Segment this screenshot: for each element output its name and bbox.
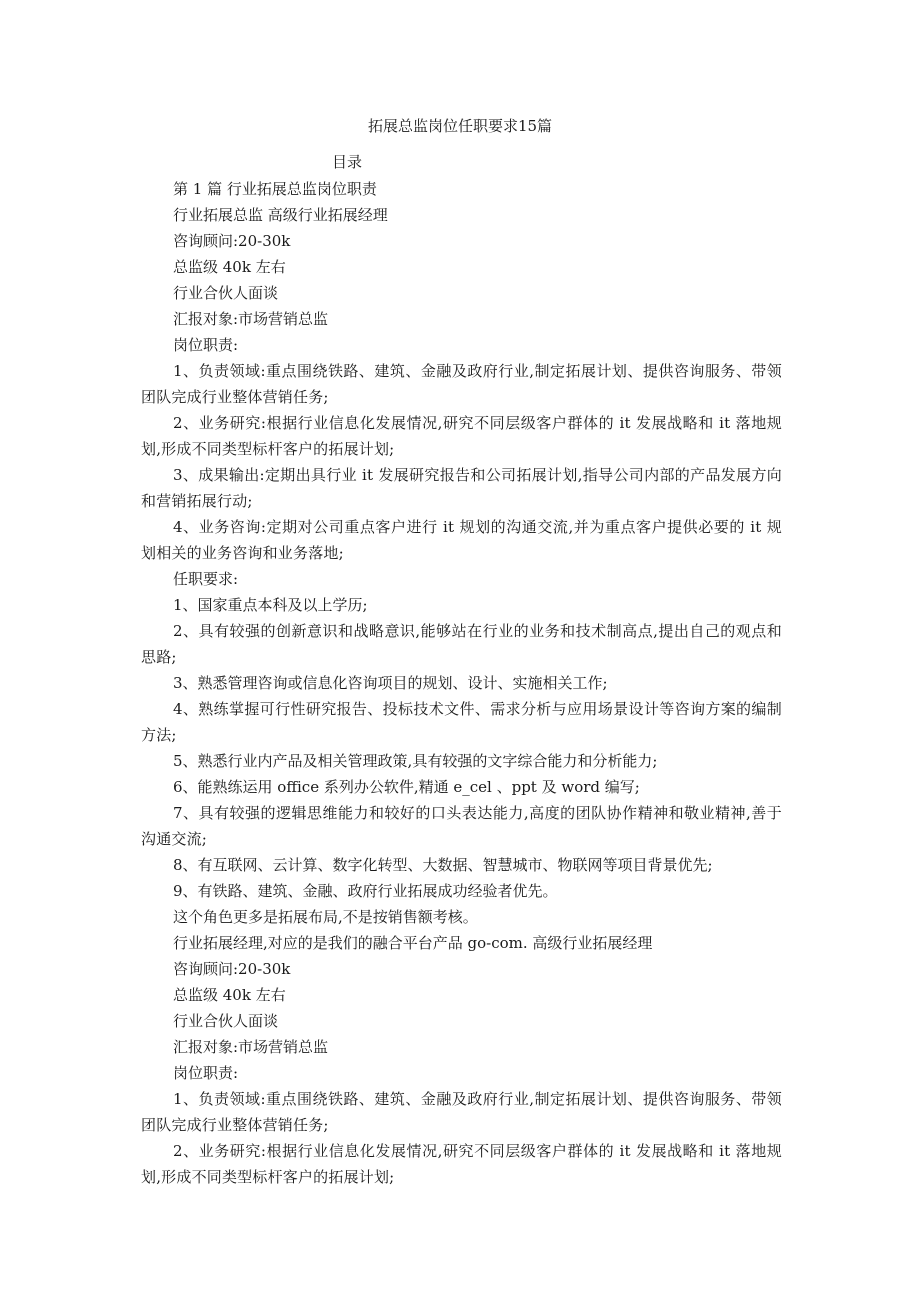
- body-paragraph: 2、业务研究:根据行业信息化发展情况,研究不同层级客户群体的 it 发展战略和 it 落地规划,形成不同类型标杆客户的拓展计划;: [141, 414, 782, 458]
- body-line: 9、有铁路、建筑、金融、政府行业拓展成功经验者优先。: [173, 882, 558, 900]
- body-line: 咨询顾问:20-30k: [173, 232, 291, 250]
- body-line: 3、熟悉管理咨询或信息化咨询项目的规划、设计、实施相关工作;: [173, 674, 608, 692]
- body-line: 行业拓展经理,对应的是我们的融合平台产品 go-com. 高级行业拓展经理: [173, 934, 653, 952]
- body-line: 6、能熟练运用 office 系列办公软件,精通 e_cel 、ppt 及 word 编写;: [173, 778, 640, 796]
- body-line: 行业合伙人面谈: [173, 284, 279, 302]
- body-line: 第 1 篇 行业拓展总监岗位职责: [173, 180, 377, 198]
- body-line: 汇报对象:市场营销总监: [173, 310, 329, 328]
- body-line: 咨询顾问:20-30k: [173, 960, 291, 978]
- body-line: 8、有互联网、云计算、数字化转型、大数据、智慧城市、物联网等项目背景优先;: [173, 856, 713, 874]
- body-paragraph: 1、负责领域:重点围绕铁路、建筑、金融及政府行业,制定拓展计划、提供咨询服务、带领团队完成行业整体营销任务;: [141, 362, 782, 406]
- body-paragraph: 2、具有较强的创新意识和战略意识,能够站在行业的业务和技术制高点,提出自己的观点和思路;: [141, 622, 782, 666]
- body-line: 这个角色更多是拓展布局,不是按销售额考核。: [173, 908, 478, 926]
- body-paragraph: 3、成果输出:定期出具行业 it 发展研究报告和公司拓展计划,指导公司内部的产品发展方向和营销拓展行动;: [141, 466, 782, 510]
- body-line: 汇报对象:市场营销总监: [173, 1038, 329, 1056]
- body-line: 总监级 40k 左右: [173, 258, 286, 276]
- body-paragraph: 4、熟练掌握可行性研究报告、投标技术文件、需求分析与应用场景设计等咨询方案的编制方法;: [141, 700, 782, 744]
- body-line: 5、熟悉行业内产品及相关管理政策,具有较强的文字综合能力和分析能力;: [173, 752, 658, 770]
- body-paragraph: 1、负责领域:重点围绕铁路、建筑、金融及政府行业,制定拓展计划、提供咨询服务、带领团队完成行业整体营销任务;: [141, 1090, 782, 1134]
- body-paragraph: 4、业务咨询:定期对公司重点客户进行 it 规划的沟通交流,并为重点客户提供必要的 it 规划相关的业务咨询和业务落地;: [141, 518, 782, 562]
- body-line: 任职要求:: [173, 570, 239, 588]
- body-line: 总监级 40k 左右: [173, 986, 286, 1004]
- body-line: 1、国家重点本科及以上学历;: [173, 596, 368, 614]
- body-paragraph: 7、具有较强的逻辑思维能力和较好的口头表达能力,高度的团队协作精神和敬业精神,善于沟通交流;: [141, 804, 782, 848]
- document-title: 拓展总监岗位任职要求15篇: [367, 117, 553, 135]
- body-paragraph: 2、业务研究:根据行业信息化发展情况,研究不同层级客户群体的 it 发展战略和 it 落地规划,形成不同类型标杆客户的拓展计划;: [141, 1142, 782, 1186]
- toc-heading: 目录: [332, 153, 363, 171]
- body-line: 行业合伙人面谈: [173, 1012, 279, 1030]
- body-line: 岗位职责:: [173, 336, 239, 354]
- document-body: [141, 176, 782, 1190]
- body-line: 岗位职责:: [173, 1064, 239, 1082]
- body-line: 行业拓展总监 高级行业拓展经理: [173, 206, 388, 224]
